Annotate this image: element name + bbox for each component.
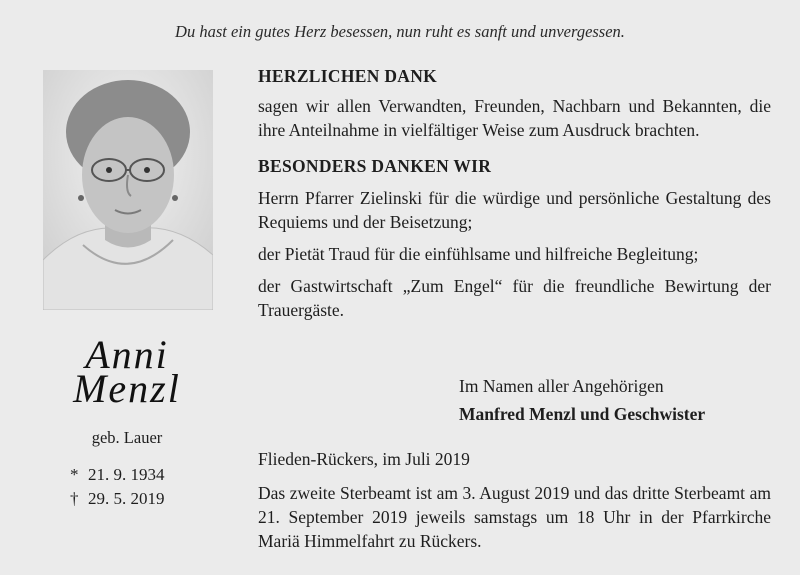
closing-text: Das zweite Sterbeamt ist am 3. August 2019 und das dritte Sterbeamt am 21. September 2019 jeweils samstags um 18 Uhr in der Pfarrkirche Mariä Himmelfahrt zu Rückers. (258, 483, 771, 551)
cross-icon: † (70, 489, 79, 508)
signer: Manfred Menzl und Geschwister (459, 404, 706, 424)
thanks-text: sagen wir allen Verwandten, Freunden, Nachbarn und Bekannten, die ihre Anteilnahme in vielfältiger Weise zum Ausdruck brachten. (258, 96, 771, 140)
last-name: Menzl (73, 366, 181, 411)
birth-date: 21. 9. 1934 (88, 465, 165, 484)
special-thanks-heading: BESONDERS DANKEN WIR (258, 156, 492, 176)
maiden-name: geb. Lauer (91, 428, 163, 447)
signature-block (459, 374, 705, 426)
portrait-photo (43, 70, 213, 310)
deceased-name (52, 332, 202, 411)
life-dates (70, 463, 165, 511)
signature-line: Im Namen aller Angehörigen (459, 376, 664, 396)
main-text (258, 64, 771, 322)
death-row (70, 487, 165, 511)
special-thanks-item: der Gastwirtschaft „Zum Engel“ für die freundliche Bewirtung der Trauergäste. (258, 276, 771, 320)
special-thanks-item: Herrn Pfarrer Zielinski für die würdige und persönliche Gestaltung des Requiems und der Beisetzung; (258, 188, 771, 232)
birth-symbol: * (70, 465, 79, 484)
first-name: Anni (85, 332, 169, 377)
place-date: Flieden-Rückers, im Juli 2019 (258, 449, 470, 469)
death-date: 29. 5. 2019 (88, 489, 165, 508)
special-thanks-item: der Pietät Traud für die einfühlsame und hilfreiche Begleitung; (258, 244, 699, 264)
thanks-heading: HERZLICHEN DANK (258, 66, 438, 86)
motto: Du hast ein gutes Herz besessen, nun ruht es sanft und unvergessen. (175, 22, 625, 41)
birth-row (70, 463, 165, 487)
